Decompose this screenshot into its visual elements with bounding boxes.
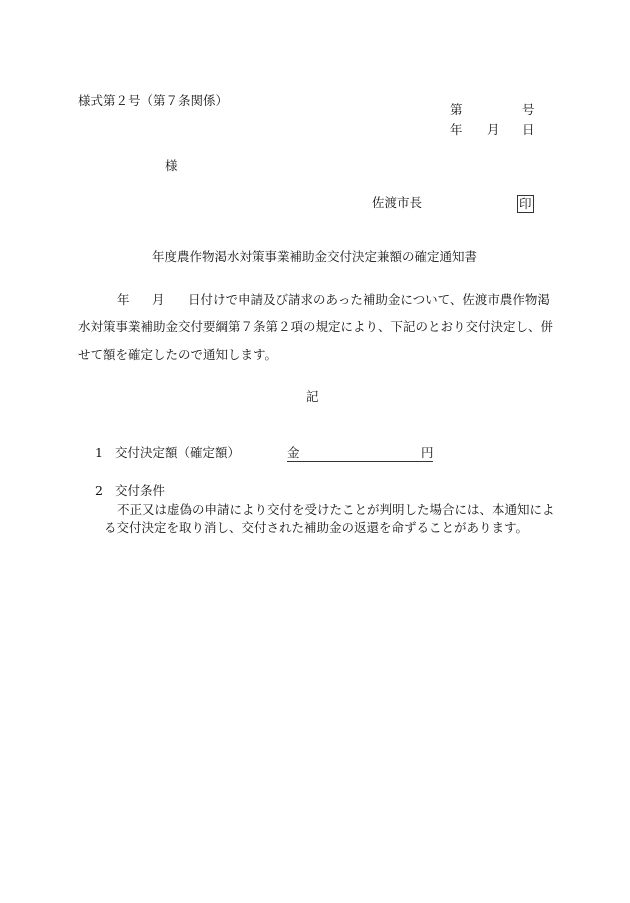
date-day: 日 bbox=[522, 122, 535, 137]
body-line-1: 日付けで申請及び請求のあった補助金について、佐渡市農作物渇 bbox=[188, 292, 550, 307]
ki-heading: 記 bbox=[306, 389, 319, 404]
amount-kin: 金 bbox=[287, 445, 300, 460]
doc-number-prefix: 第 bbox=[450, 102, 463, 117]
document-title: 年度農作物渇水対策事業補助金交付決定兼額の確定通知書 bbox=[152, 249, 478, 264]
item-2-text-1: 不正又は虚偽の申請により交付を受けたことが判明した場合には、本通知によ bbox=[117, 502, 555, 517]
item-1-number: 1 bbox=[95, 445, 103, 460]
seal-mark: 印 bbox=[519, 196, 532, 211]
item-2-text-2: る交付決定を取り消し、交付された補助金の返還を命ずることがあります。 bbox=[104, 520, 529, 535]
body-line-2: 水対策事業補助金交付要綱第７条第２項の規定により、下記のとおり交付決定し、併 bbox=[78, 319, 554, 334]
issuer-name: 佐渡市長 bbox=[372, 195, 423, 210]
doc-number-suffix: 号 bbox=[522, 102, 535, 117]
item-1-label: 交付決定額（確定額） bbox=[115, 445, 241, 460]
item-2-label: 交付条件 bbox=[115, 483, 166, 498]
amount-field bbox=[287, 445, 433, 466]
date-year: 年 bbox=[450, 122, 463, 137]
amount-yen: 円 bbox=[421, 445, 434, 460]
date-month: 月 bbox=[487, 122, 500, 137]
body-year: 年 bbox=[117, 292, 130, 307]
body-month: 月 bbox=[152, 292, 165, 307]
form-number: 様式第２号（第７条関係） bbox=[78, 93, 229, 108]
item-2-number: 2 bbox=[95, 483, 103, 498]
addressee-suffix: 様 bbox=[165, 158, 178, 173]
body-line-3: せて額を確定したので通知します。 bbox=[78, 347, 278, 362]
